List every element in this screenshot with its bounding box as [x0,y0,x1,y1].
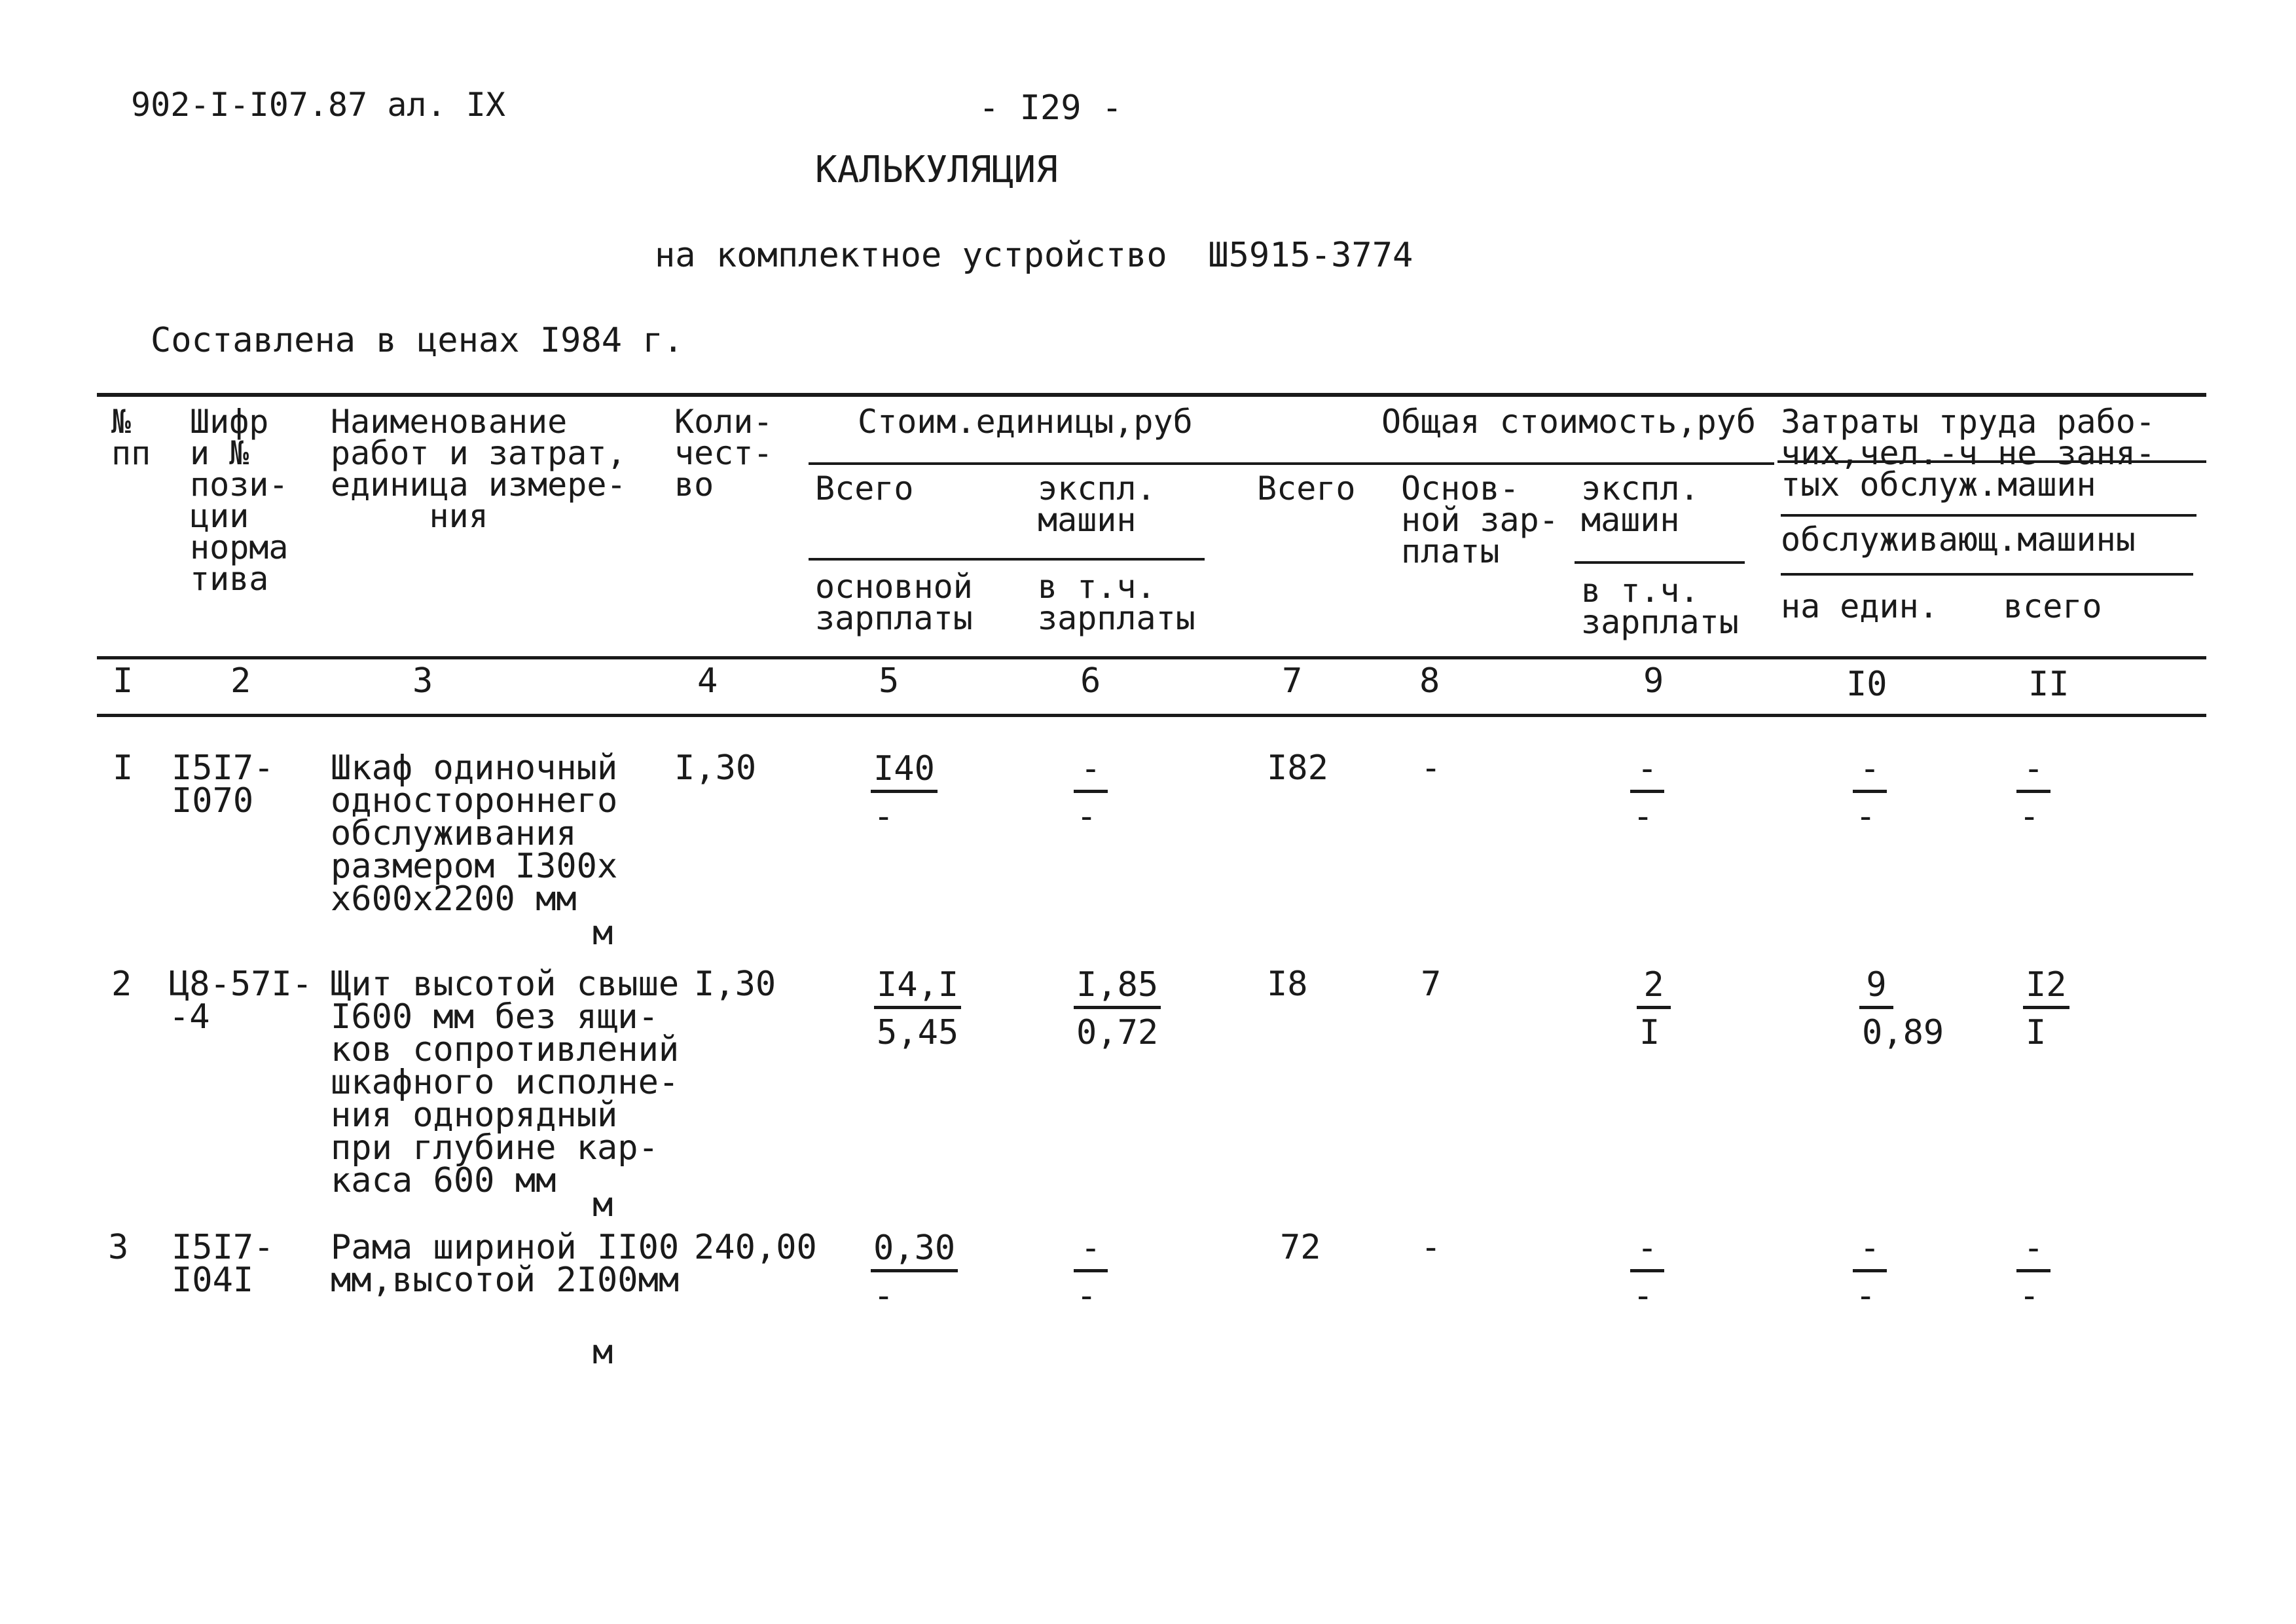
row-name: Шкаф одиночный одностороннего обслуживания размером I300х х600х2200 мм [331,748,618,919]
row-total-cost: I8 [1267,965,1308,1004]
fraction-numerator: I4,I [874,968,961,1009]
fraction-denominator: - [2019,797,2040,836]
header-total-wage: Основ- ной зар- платы [1401,470,1559,570]
fraction-denominator: - [1076,797,1097,836]
row-unit: м [592,1185,613,1225]
fraction-numerator: I40 [871,752,938,793]
header-unit-machines: экспл. машин [1038,470,1156,539]
fraction-numerator: 0,30 [871,1231,958,1272]
fraction-numerator: - [1853,1231,1887,1272]
header-total-machines-wage: в т.ч. зарплаты [1581,572,1739,641]
header-unit-machines-wage: в т.ч. зарплаты [1038,568,1195,637]
fraction-numerator: 9 [1859,968,1893,1009]
fraction-numerator: - [1630,752,1664,793]
row-number: 3 [108,1228,129,1267]
row-quantity: I,30 [674,748,757,788]
row-labor-per-unit [1859,965,2030,1052]
row-labor-per-unit [1853,1228,2023,1316]
row-unit: м [592,1333,613,1372]
fraction-denominator: - [873,1276,894,1316]
row-total-cost: 72 [1280,1228,1321,1267]
row-total-machines [1637,965,1807,1052]
fraction-numerator: - [2016,1231,2050,1272]
column-number: 8 [1419,661,1440,701]
column-numbers-rule [97,714,2206,717]
row-total-wage: 7 [1421,965,1442,1004]
header-total-all: Всего [1257,470,1356,507]
header-quantity: Коли- чест- во [674,403,773,504]
page-number: - I29 - [979,88,1123,128]
column-number: II [2028,665,2069,704]
fraction-numerator: - [2016,752,2050,793]
row-code: I5I7- I04I [172,1228,274,1300]
header-unit-total: Всего [815,470,914,507]
column-number: 7 [1282,661,1303,701]
fraction-denominator: - [1076,1276,1097,1316]
fraction-denominator: I [1639,1013,1660,1052]
header-unit-wage: основной зарплаты [815,568,973,637]
fraction-denominator: 0,89 [1862,1013,1944,1052]
table-top-rule [97,393,2206,397]
header-labor-per-unit: на един. [1781,587,1939,625]
row-quantity: 240,00 [694,1228,817,1267]
row-total-cost: I82 [1267,748,1328,788]
prices-note: Составлена в ценах I984 г. [151,321,683,360]
row-labor-total [2016,1228,2187,1316]
fraction-denominator: - [1855,1276,1876,1316]
column-number: 5 [879,661,900,701]
document-title: КАЛЬКУЛЯЦИЯ [815,149,1058,191]
row-number: I [113,748,134,788]
labor-rule-3 [1781,573,2193,576]
fraction-denominator: - [1855,797,1876,836]
row-unit-cost-machines [1074,749,1244,836]
machines-subrule [1575,561,1745,564]
fraction-numerator: - [1074,1231,1108,1272]
header-total-cost: Общая стоимость,руб [1381,403,1756,441]
header-bottom-rule [97,656,2206,659]
header-labor-total: всего [2003,587,2102,625]
fraction-numerator: - [1074,752,1108,793]
labor-rule-2 [1781,514,2196,517]
fraction-denominator: 5,45 [877,1013,959,1052]
row-total-machines [1630,749,1800,836]
row-unit-cost-machines [1074,1228,1244,1316]
column-number: 4 [697,661,718,701]
row-name: Щит высотой свыше I600 мм без ящи- ков сопротивлений шкафного исполне- ния однорядный при глубине кар- каса 600 мм [331,965,680,1200]
row-unit-cost-total-wage [874,965,1044,1052]
header-code: Шифр и № пози- ции норма тива [190,403,289,598]
fraction-denominator: 0,72 [1076,1013,1159,1052]
row-code: I5I7- I070 [172,748,274,821]
row-total-wage: - [1421,748,1442,788]
column-number: 3 [412,661,433,701]
fraction-denominator: - [1633,797,1654,836]
column-number: 2 [230,661,251,701]
row-unit-cost-machines [1074,965,1244,1052]
column-number: 9 [1643,661,1664,701]
fraction-denominator: - [2019,1276,2040,1316]
row-unit-cost-total-wage [871,749,1041,836]
row-unit: м [592,913,613,953]
header-row-number: № пп [111,403,151,472]
unit-cost-rule [809,462,1774,465]
fraction-numerator: 2 [1637,968,1671,1009]
row-quantity: I,30 [694,965,776,1004]
header-labor-sub: обслуживающ.машины [1781,521,2136,559]
row-total-wage: - [1421,1228,1442,1267]
row-labor-per-unit [1853,749,2023,836]
fraction-numerator: - [1853,752,1887,793]
fraction-numerator: I2 [2023,968,2069,1009]
row-total-machines [1630,1228,1800,1316]
document-subtitle: на комплектное устройство Ш5915-3774 [655,236,1413,275]
unit-cost-subrule [809,558,1205,561]
fraction-numerator: - [1630,1231,1664,1272]
row-name: Рама шириной II00 мм,высотой 2I00мм [331,1228,680,1300]
header-labor: Затраты труда рабо- чих,чел.-ч не заня- тых обслуж.машин [1781,403,2155,504]
row-code: Ц8-57I- -4 [169,965,313,1037]
header-total-machines: экспл. машин [1581,470,1700,539]
header-unit-cost: Стоим.единицы,руб [858,403,1193,441]
column-number: I0 [1846,665,1887,704]
column-number: I [113,661,134,701]
row-unit-cost-total-wage [871,1228,1041,1316]
row-labor-total [2016,749,2187,836]
fraction-denominator: I [2026,1013,2047,1052]
header-name: Наименование работ и затрат, единица измере- ния [331,403,627,535]
fraction-denominator: - [873,797,894,836]
column-number: 6 [1080,661,1101,701]
row-number: 2 [111,965,132,1004]
row-labor-total [2023,965,2193,1052]
document-code: 902-I-I07.87 ал. IX [131,86,505,124]
fraction-numerator: I,85 [1074,968,1161,1009]
fraction-denominator: - [1633,1276,1654,1316]
